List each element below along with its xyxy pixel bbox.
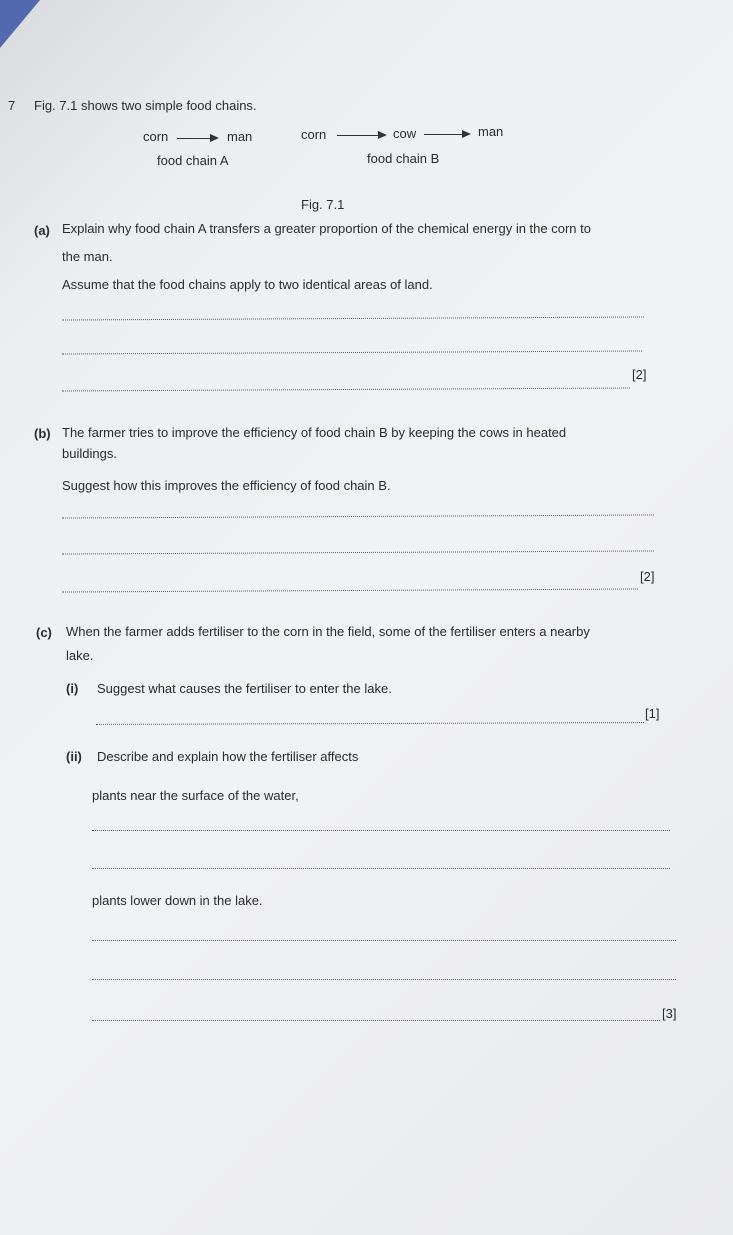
chain-b-corn: corn xyxy=(301,127,327,142)
part-a-answer-line-3[interactable] xyxy=(62,388,630,392)
question-number: 7 xyxy=(8,98,16,113)
part-a-text-line2: the man. xyxy=(62,249,113,264)
part-c-ii-label: (ii) xyxy=(66,749,82,764)
part-c-text-line2: lake. xyxy=(66,648,94,663)
chain-b-arrow-2 xyxy=(424,134,469,135)
part-c-letter: (c) xyxy=(36,625,52,640)
part-a-letter: (a) xyxy=(34,223,50,238)
part-b-answer-line-1[interactable] xyxy=(62,514,654,518)
chain-a-label: food chain A xyxy=(157,153,229,168)
chain-b-man: man xyxy=(478,124,504,139)
part-a-text-line1: Explain why food chain A transfers a greater proportion of the chemical energy in the corn to xyxy=(62,221,591,236)
chain-b-cow: cow xyxy=(393,126,417,141)
part-c-ii-text: Describe and explain how the fertiliser affects xyxy=(97,749,359,764)
part-a-marks: [2] xyxy=(632,367,647,382)
question-intro: Fig. 7.1 shows two simple food chains. xyxy=(34,98,257,113)
part-c-i-text: Suggest what causes the fertiliser to enter the lake. xyxy=(97,681,392,696)
part-a-answer-line-1[interactable] xyxy=(62,316,644,320)
part-c-ii-marks: [3] xyxy=(662,1006,677,1021)
chain-a-man: man xyxy=(227,129,253,144)
part-c-ii-surface-answer-line-1[interactable] xyxy=(92,830,670,831)
part-c-ii-surface-answer-line-2[interactable] xyxy=(92,868,670,869)
part-b-text-line2: buildings. xyxy=(62,446,117,461)
part-b-answer-line-3[interactable] xyxy=(62,588,638,592)
part-c-ii-lower-answer-line-2[interactable] xyxy=(92,979,676,980)
part-b-marks: [2] xyxy=(640,569,655,584)
figure-caption: Fig. 7.1 xyxy=(301,197,345,212)
chain-a-corn: corn xyxy=(143,129,169,144)
part-c-i-label: (i) xyxy=(66,681,79,696)
page-corner-shadow xyxy=(0,0,40,48)
part-b-letter: (b) xyxy=(34,426,51,441)
part-b-suggest: Suggest how this improves the efficiency of food chain B. xyxy=(62,478,391,493)
chain-b-label: food chain B xyxy=(367,151,440,166)
part-b-text-line1: The farmer tries to improve the efficiency of food chain B by keeping the cows in heated xyxy=(62,425,567,440)
part-b-answer-line-2[interactable] xyxy=(62,550,654,554)
part-c-text-line1: When the farmer adds fertiliser to the corn in the field, some of the fertiliser enters a nearby xyxy=(66,624,590,639)
part-c-i-marks: [1] xyxy=(645,706,660,721)
chain-a-arrow xyxy=(177,138,217,139)
part-c-i-answer-line[interactable] xyxy=(96,722,644,725)
part-c-ii-lower-answer-line-1[interactable] xyxy=(92,940,676,941)
part-a-assume: Assume that the food chains apply to two identical areas of land. xyxy=(62,277,433,292)
part-a-answer-line-2[interactable] xyxy=(62,350,642,354)
chain-b-arrow-1 xyxy=(337,135,385,136)
part-c-ii-surface: plants near the surface of the water, xyxy=(92,788,299,803)
part-c-ii-lower: plants lower down in the lake. xyxy=(92,893,263,908)
part-c-ii-lower-answer-line-3[interactable] xyxy=(92,1020,660,1021)
